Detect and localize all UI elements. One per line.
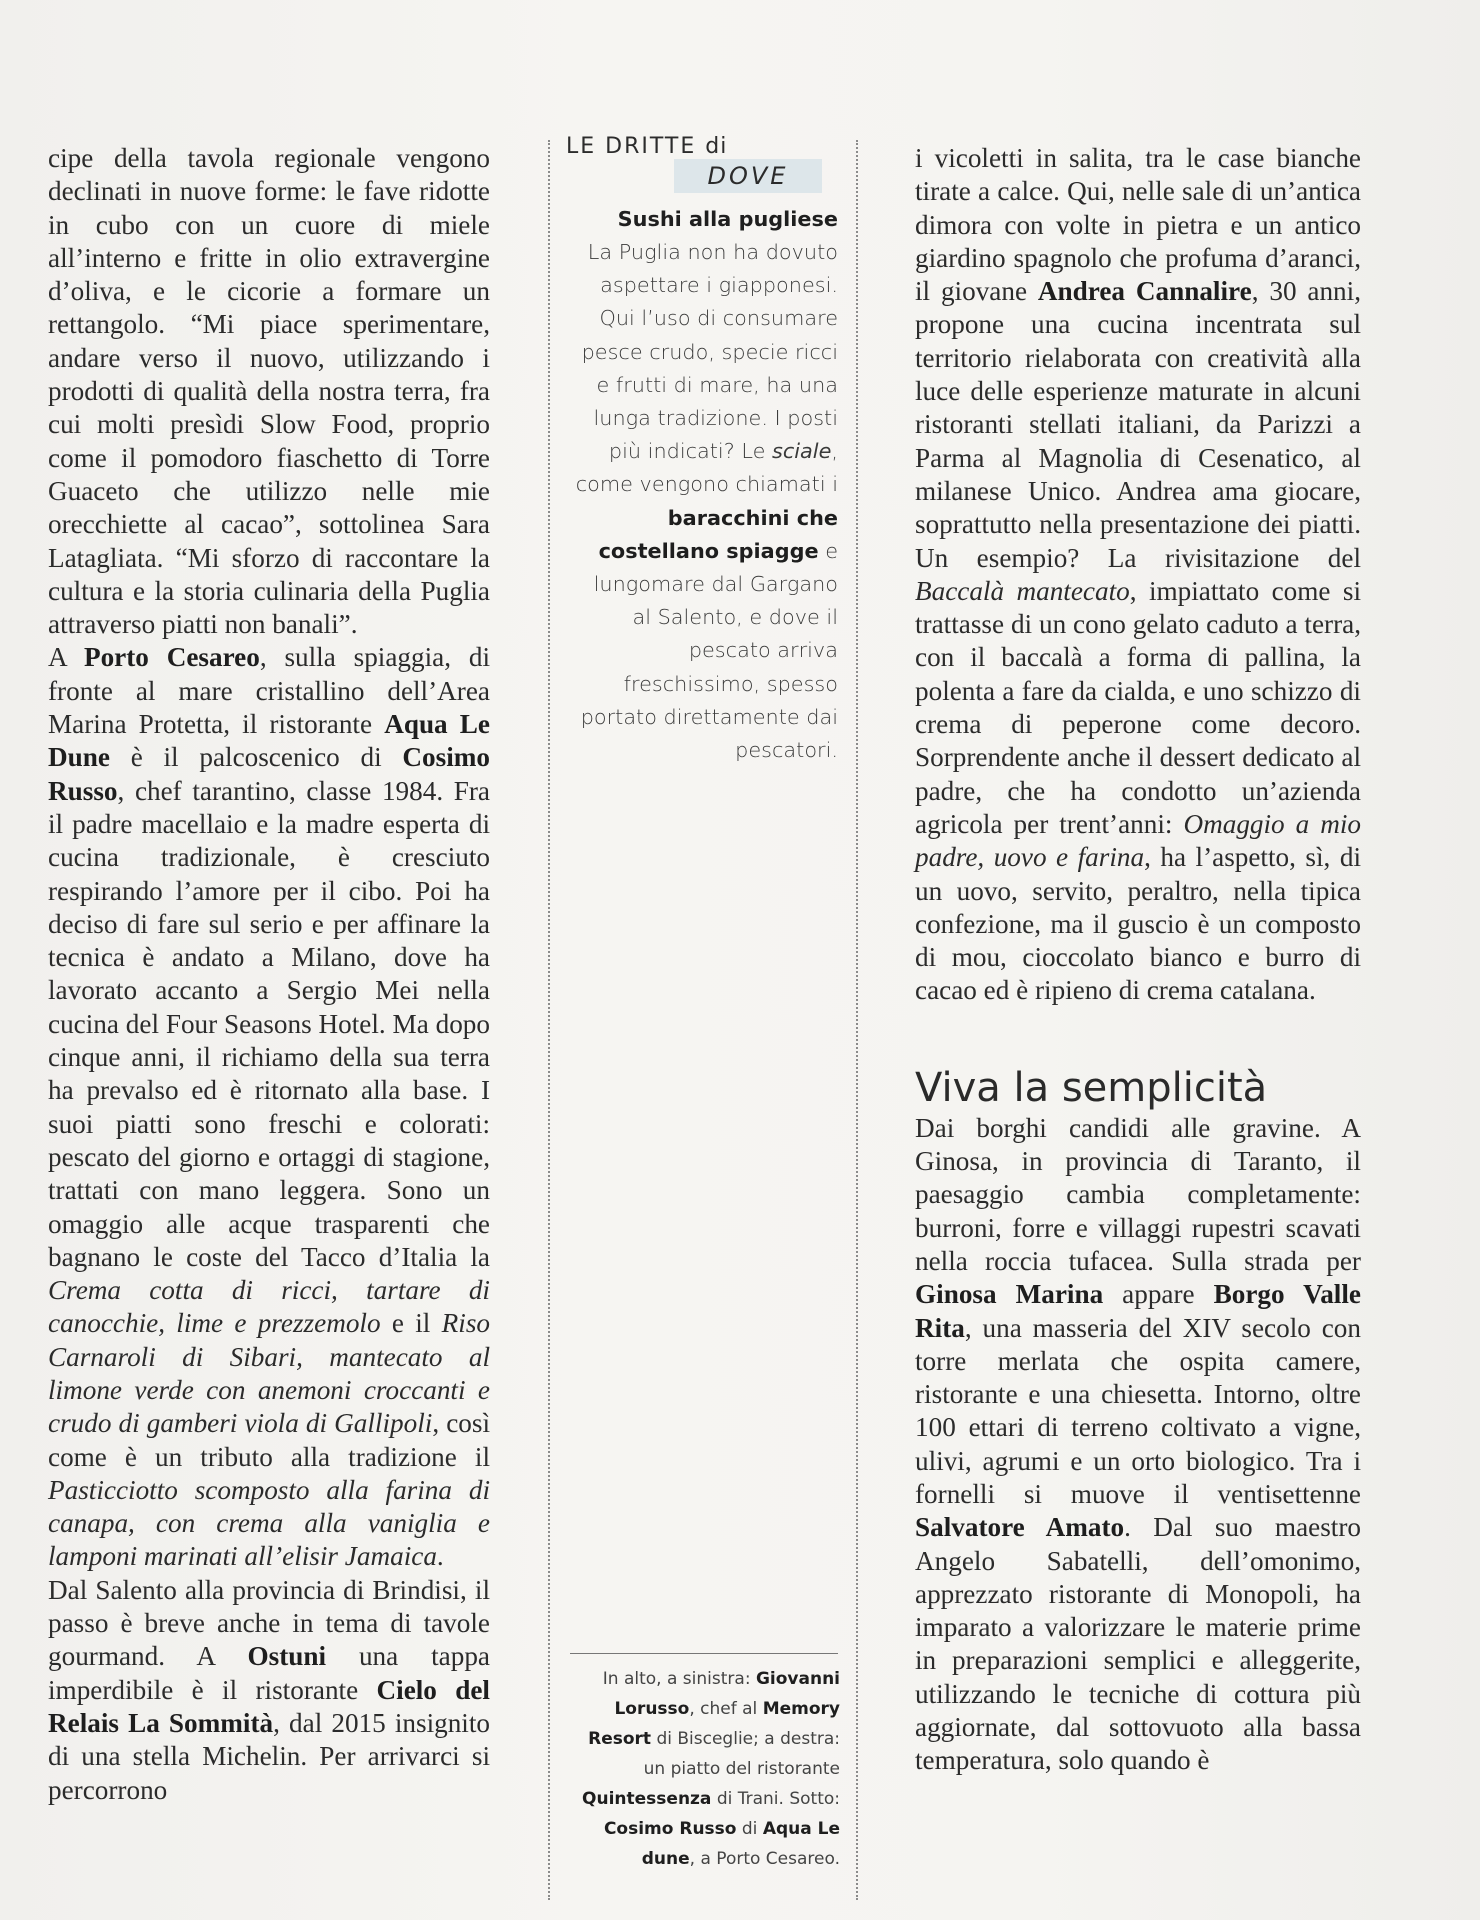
body-text: La Puglia non ha dovuto aspettare i giapponesi. Qui l’uso di consumare pesce crudo, specie ricci e frutti di mare, ha una lunga tradizione. I posti più indicati? Le (581, 240, 838, 464)
bold-term: baracchini che costellano spiagge (598, 505, 838, 563)
body-text: i vicoletti in salita, tra le case bianche tirate a calce. Qui, nelle sale di un’antica dimora con volte in pietra e un antico giardino spagnolo che profuma d’aranci, il giovane (915, 143, 1361, 307)
body-text: appare (1103, 1279, 1214, 1310)
place-name: Ginosa Marina (915, 1279, 1104, 1310)
caption-text: di (736, 1819, 763, 1839)
caption-text: , a Porto Cesareo. (689, 1849, 840, 1869)
body-text: . (436, 1541, 444, 1572)
body-text: Dai borghi candidi alle gravine. A Ginosa, in provincia di Taranto, il paesaggio cambia completamente: burroni, forre e villaggi rupestri scavati nella roccia tufacea. Sulla strada per (915, 1112, 1361, 1276)
left-column (48, 142, 490, 1807)
caption-rule (570, 1653, 838, 1654)
sidebar-kicker (566, 134, 838, 159)
chef-name: Andrea Cannalire (1037, 276, 1252, 307)
body-text: . Dal suo maestro Angelo Sabatelli, dell’omonimo, apprezzato ristorante di Monopoli, ha imparato a valorizzare le materie prime in preparazioni semplici e alleggerite, utilizzando le tecniche di cottura più aggiornate, dal sottovuoto alla bassa temperatura, solo quando è (915, 1512, 1361, 1776)
caption-text: di Bisceglie; a destra: un piatto del ristorante (643, 1729, 840, 1779)
sidebar-title: Sushi alla pugliese (617, 207, 838, 231)
chef-name: Cosimo Russo (48, 742, 490, 806)
paragraph (915, 142, 1361, 1008)
sidebar-body (572, 236, 838, 767)
paragraph (48, 142, 490, 641)
caption-text: , chef al (689, 1699, 763, 1719)
body-text: e lungomare dal Gargano al Salento, e dove il pescato arriva freschissimo, spesso portato direttamente dai pescatori. (580, 538, 838, 763)
venue-name: Borgo Valle Rita (915, 1279, 1361, 1343)
body-text: e il (380, 1308, 442, 1339)
body-text: , così come è un tributo alla tradizione il (48, 1408, 491, 1472)
right-column (915, 142, 1361, 1778)
caption-name: Aqua Le dune (641, 1819, 840, 1869)
restaurant-name: Cielo del Relais La Sommità (48, 1674, 490, 1738)
place-name: Ostuni (247, 1641, 327, 1672)
caption-text: In alto, a sinistra: (602, 1669, 756, 1689)
dish-name: Baccalà mantecato (915, 575, 1130, 606)
caption-name: Memory Resort (588, 1699, 840, 1749)
brand-logo: DOVE (674, 159, 822, 193)
body-text: è il palcoscenico di (109, 742, 403, 773)
kicker-text: LE DRITTE (566, 134, 697, 159)
body-text: , una masseria del XIV secolo con torre merlata che ospita camere, ristorante e una chiesetta. Intorno, oltre 100 ettari di terreno coltivato a vigne, ulivi, agrumi e un orto biologico. Tra i fornelli si muove il ventisettenne (915, 1312, 1361, 1509)
chef-name: Salvatore Amato (915, 1512, 1125, 1543)
body-text: , 30 anni, propone una cucina incentrata sul territorio rielaborata con creatività alla luce delle esperienze maturate in alcuni ristoranti stellati italiani, da Parizzi a Parma al Magnolia di Cesenatico, al milanese Unico. Andrea ama giocare, soprattutto nella presentazione dei piatti. Un esempio? La rivisitazione del (915, 276, 1361, 573)
body-text: , impiattato come si trattasse di un cono gelato caduto a terra, con il baccalà a forma di pallina, la polenta a fare da cialda, e uno schizzo di crema di peperone come decoro. Sorprendente anche il dessert dedicato al padre, che ha condotto un’azienda agricola per trent’anni: (915, 575, 1361, 839)
kicker-di: di (705, 134, 728, 159)
paragraph (915, 1112, 1361, 1778)
body-text: cipe della tavola regionale vengono declinati in nuove forme: le fave ridotte in cubo con un cuore di miele all’interno e fritte in olio extravergine d’oliva, e le cicorie a formare un rettangolo. “Mi piace sperimentare, andare verso il nuovo, utilizzando i prodotti di qualità della nostra terra, fra cui molti presìdi Slow Food, proprio come il pomodoro fiaschetto di Torre Guaceto che utilizzo nelle mie orecchiette al cacao”, sottolinea Sara Latagliata. “Mi sforzo di raccontare la cultura e la storia culinaria della Puglia attraverso piatti non banali”. (48, 143, 490, 640)
dish-name: Crema cotta di ricci, tartare di canocchie, lime e prezzemolo (48, 1275, 490, 1339)
body-text: A (48, 642, 84, 673)
body-text: , ha l’aspetto, sì, di un uovo, servito, peraltro, nella tipica confezione, ma il guscio è un composto di mou, cioccolato bianco e burro di cacao ed è ripieno di crema catalana. (915, 842, 1361, 1006)
place-name: Porto Cesareo (83, 642, 260, 673)
sidebar-box (566, 134, 838, 767)
restaurant-name: Aqua Le Dune (48, 709, 490, 773)
caption-name: Cosimo Russo (603, 1819, 737, 1839)
dish-name: Pasticciotto scomposto alla farina di canapa, con crema alla vaniglia e lamponi marinati all’elisir Jamaica (48, 1474, 490, 1572)
column-divider (856, 140, 858, 1900)
body-text: una tappa imperdibile è il ristorante (48, 1641, 490, 1705)
caption-name: Giovanni Lorusso (614, 1669, 840, 1719)
photo-caption (566, 1664, 840, 1874)
dish-name: Riso Carnaroli di Sibari, mantecato al limone verde con anemoni croccanti e crudo di gamberi viola di Gallipoli (48, 1308, 490, 1439)
body-text: Dal Salento alla provincia di Brindisi, il passo è breve anche in tema di tavole gourmand. A (48, 1574, 490, 1672)
dish-name: Omaggio a mio padre, uovo e farina (915, 808, 1361, 873)
body-text: , sulla spiaggia, di fronte al mare cristallino dell’Area Marina Protetta, il ristorante (48, 642, 490, 740)
caption-name: Quintessenza (582, 1789, 712, 1809)
caption-text: di Trani. Sotto: (711, 1789, 840, 1809)
column-divider (548, 140, 550, 1900)
body-text: , come vengono chiamati i (575, 439, 838, 497)
paragraph (48, 641, 490, 1573)
body-text: , chef tarantino, classe 1984. Fra il padre macellaio e la madre esperta di cucina tradizionale, è cresciuto respirando l’amore per il cibo. Poi ha deciso di fare sul serio e per affinare la tecnica è andato a Milano, dove ha lavorato accanto a Sergio Mei nella cucina del Four Seasons Hotel. Ma dopo cinque anni, il richiamo della sua terra ha prevalso ed è ritornato alla base. I suoi piatti sono freschi e colorati: pescato del giorno e ortaggi di stagione, trattati con mano leggera. Sono un omaggio alle acque trasparenti che bagnano le coste del Tacco d’Italia la (48, 775, 490, 1272)
body-text: , dal 2015 insignito di una stella Michelin. Per arrivarci si percorrono (48, 1707, 491, 1805)
paragraph (48, 1574, 490, 1807)
italic-term: sciale (772, 439, 832, 464)
section-heading: Viva la semplicità (915, 1064, 1268, 1111)
